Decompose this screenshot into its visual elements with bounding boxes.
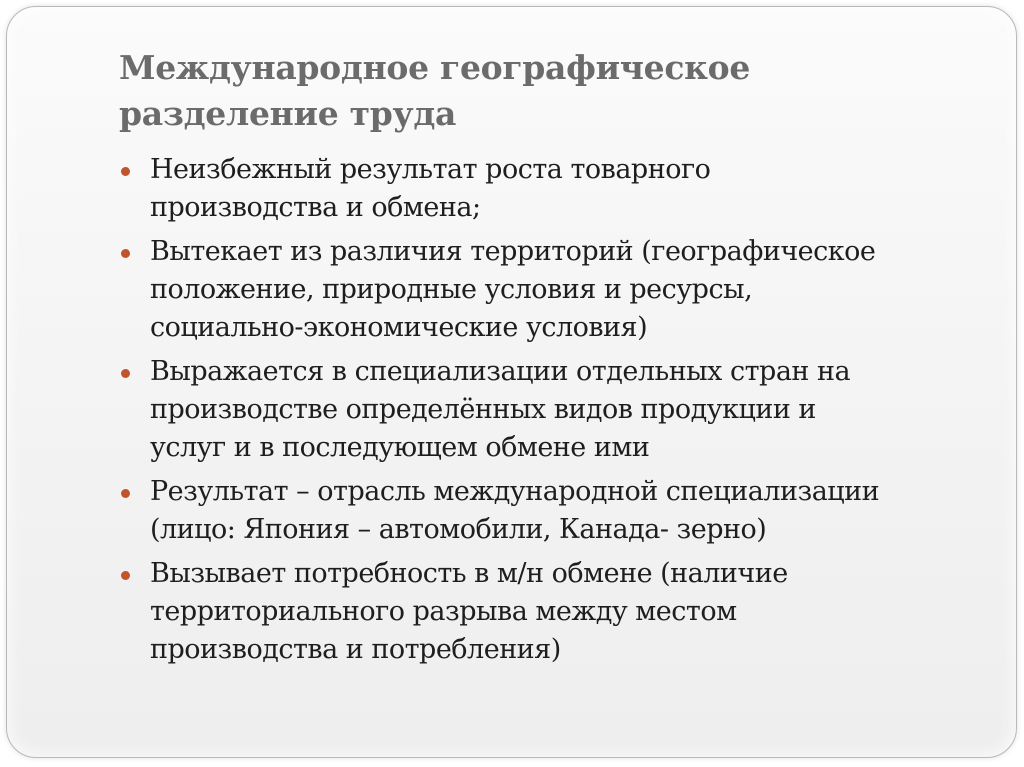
bullet-text: Неизбежный результат роста товарного производства и обмена;	[150, 154, 711, 223]
bullet-text: Результат – отрасль международной специализации (лицо: Япония – автомобили, Канада- зерно)	[150, 476, 880, 545]
bullet-text: Вытекает из различия территорий (географическое положение, природные условия и ресурсы, социально-экономические условия)	[150, 236, 876, 343]
bullet-text: Выражается в специализации отдельных стран на производстве определённых видов продукции и услуг и в последующем обмене ими	[150, 356, 851, 463]
bullet-item	[119, 151, 989, 227]
bullet-dot-icon	[121, 167, 130, 176]
bullet-dot-icon	[121, 489, 130, 498]
bullet-list	[119, 151, 989, 675]
bullet-item	[119, 473, 989, 549]
bullet-dot-icon	[121, 571, 130, 580]
slide-frame	[6, 6, 1017, 758]
slide-title: Международное географическое разделение труда	[119, 48, 751, 133]
bullet-dot-icon	[121, 369, 130, 378]
bullet-text: Вызывает потребность в м/н обмене (наличие территориального разрыва между местом производства и потребления)	[150, 558, 788, 665]
bullet-item	[119, 555, 989, 669]
bullet-item	[119, 353, 989, 467]
bullet-dot-icon	[121, 249, 130, 258]
bullet-item	[119, 233, 989, 347]
